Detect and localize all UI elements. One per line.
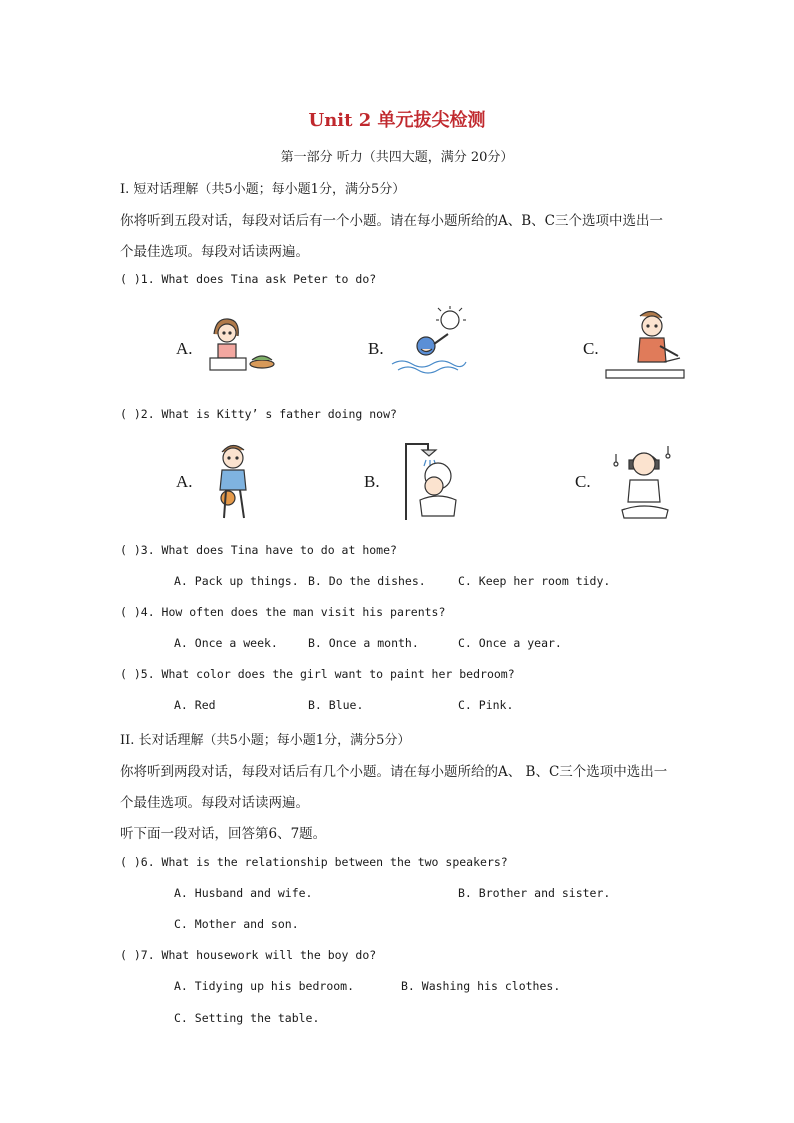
question-2-stem: ( )2. What is Kitty’ s father doing now? — [120, 407, 397, 421]
q4-option-c: C. Once a year. — [458, 636, 562, 650]
q7-option-c: C. Setting the table. — [174, 1011, 320, 1025]
girl-taking-shower-image — [398, 440, 466, 522]
boy-swimming-image — [388, 306, 468, 382]
q5-option-b: B. Blue. — [308, 698, 364, 712]
question-1-stem: ( )1. What does Tina ask Peter to do? — [120, 272, 377, 286]
question-4-stem: ( )4. How often does the man visit his parents? — [120, 605, 446, 619]
q1-option-a-label: A. — [176, 339, 193, 358]
q1-option-b-label: B. — [368, 339, 384, 358]
question-3-stem: ( )3. What does Tina have to do at home? — [120, 543, 397, 557]
listen-note: 听下面一段对话，回答第6、7题。 — [120, 826, 327, 842]
section-two-instruction-1: 你将听到两段对话，每段对话后有几个小题。请在每小题所给的A、 B、C三个选项中选出一 — [120, 764, 668, 780]
question-7-stem: ( )7. What housework will the boy do? — [120, 948, 377, 962]
boy-listening-music-image — [612, 440, 678, 522]
girl-cutting-vegetables-image — [206, 314, 278, 376]
document-title: Unit 2 单元拔尖检测 — [308, 110, 486, 131]
part-one-heading: 第一部分 听力（共四大题，满分 20分） — [280, 150, 514, 165]
q2-option-b-label: B. — [364, 472, 380, 491]
q6-option-c: C. Mother and son. — [174, 917, 299, 931]
q7-option-a: A. Tidying up his bedroom. — [174, 979, 355, 993]
q3-option-b: B. Do the dishes. — [308, 574, 426, 588]
q4-option-a: A. Once a week. — [174, 636, 278, 650]
section-one-heading: I. 短对话理解（共5小题；每小题1分，满分5分） — [120, 182, 406, 197]
boy-doing-homework-image — [604, 306, 686, 382]
q6-option-b: B. Brother and sister. — [458, 886, 611, 900]
q3-option-c: C. Keep her room tidy. — [458, 574, 611, 588]
q5-option-a: A. Red — [174, 698, 216, 712]
section-two-instruction-2: 个最佳选项。每段对话读两遍。 — [120, 795, 309, 811]
question-5-stem: ( )5. What color does the girl want to paint her bedroom? — [120, 667, 515, 681]
section-one-instruction-2: 个最佳选项。每段对话读两遍。 — [120, 244, 309, 260]
section-two-heading: II. 长对话理解（共5小题；每小题1分，满分5分） — [120, 733, 411, 748]
q2-option-c-label: C. — [575, 472, 591, 491]
question-6-stem: ( )6. What is the relationship between the two speakers? — [120, 855, 508, 869]
q6-option-a: A. Husband and wife. — [174, 886, 313, 900]
boy-playing-basketball-image — [206, 440, 262, 524]
q2-option-a-label: A. — [176, 472, 193, 491]
section-one-instruction-1: 你将听到五段对话，每段对话后有一个小题。请在每小题所给的A、B、C三个选项中选出一 — [120, 213, 663, 229]
q3-option-a: A. Pack up things. — [174, 574, 299, 588]
q4-option-b: B. Once a month. — [308, 636, 419, 650]
q1-option-c-label: C. — [583, 339, 599, 358]
q5-option-c: C. Pink. — [458, 698, 514, 712]
q7-option-b: B. Washing his clothes. — [401, 979, 561, 993]
